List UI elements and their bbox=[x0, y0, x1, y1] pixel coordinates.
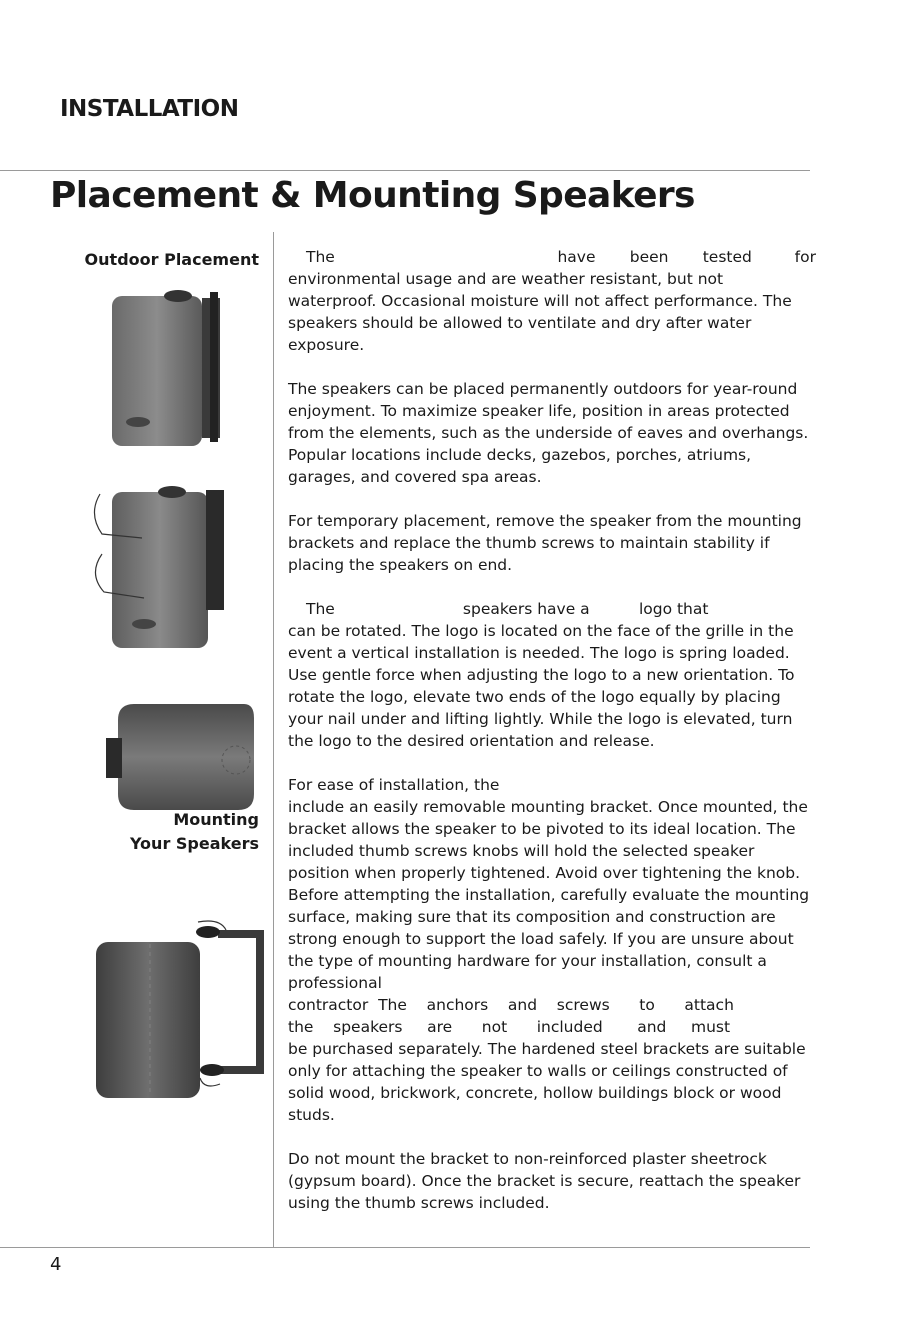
speaker-logo-image bbox=[86, 484, 226, 654]
bottom-divider bbox=[0, 1247, 810, 1248]
paragraph-sheetrock-warning: Do not mount the bracket to non-reinforced plaster sheetrock (gypsum board). Once the bracket is secure, reattach the speaker using the thumb screws included. bbox=[288, 1150, 801, 1212]
p5-contractor-line: contractor The anchors and screws to attach bbox=[288, 996, 734, 1014]
body-text bbox=[288, 246, 816, 1214]
paragraph-temporary-placement: For temporary placement, remove the speaker from the mounting brackets and replace the thumb screws to maintain stability if placing the speakers on end. bbox=[288, 512, 802, 574]
page-number: 4 bbox=[50, 1254, 62, 1275]
paragraph-mounting-bracket: include an easily removable mounting bracket. Once mounted, the bracket allows the speaker to be pivoted to its ideal location. The included thumb screws knobs will hold the selected speaker position when properly tightened. Avoid over tightening the knob. Before attempting the installation, carefully evaluate the mounting surface, making sure that its composition and construction are strong enough to support the load safely. If you are unsure about the type of mounting hardware for your installation, consult a professional bbox=[288, 798, 810, 992]
column-divider bbox=[273, 232, 274, 1247]
paragraph-logo-rotation: can be rotated. The logo is located on the face of the grille in the event a vertical installation is needed. The logo is spring loaded. Use gentle force when adjusting the logo to a new orientation. To rotate the logo, elevate two ends of the logo equally by placing your nail under and lifting lightly. While the logo is elevated, turn the logo to the desired orientation and release. bbox=[288, 622, 795, 750]
section-label: INSTALLATION bbox=[60, 96, 239, 122]
p5-first-line: For ease of installation, the bbox=[288, 776, 500, 794]
speaker-horizontal-image bbox=[104, 698, 264, 816]
speaker-front-image bbox=[100, 282, 230, 452]
outdoor-placement-heading: Outdoor Placement bbox=[84, 250, 259, 269]
p1-first-line: The have been tested for bbox=[306, 248, 816, 266]
p4-first-line: The speakers have a logo that bbox=[306, 600, 709, 618]
mounting-heading-line1: Mounting bbox=[173, 810, 259, 829]
speaker-bracket-image bbox=[94, 918, 270, 1100]
paragraph-bracket-materials: be purchased separately. The hardened steel brackets are suitable only for attaching the speaker to walls or ceilings constructed of solid wood, brickwork, concrete, hollow buildings block or wood studs. bbox=[288, 1040, 806, 1124]
paragraph-permanent-placement: The speakers can be placed permanently outdoors for year-round enjoyment. To maximize speaker life, position in areas protected from the elements, such as the underside of eaves and overhangs. Popular locations include decks, gazebos, porches, atriums, garages, and covered spa areas. bbox=[288, 380, 809, 486]
mounting-heading-line2: Your Speakers bbox=[129, 834, 259, 853]
page-title: Placement & Mounting Speakers bbox=[50, 175, 695, 216]
p5-speakers-line: the speakers are not included and must bbox=[288, 1018, 731, 1036]
paragraph-weather-resistance: environmental usage and are weather resistant, but not waterproof. Occasional moisture will not affect performance. The speakers should be allowed to ventilate and dry after water exposure. bbox=[288, 270, 792, 354]
